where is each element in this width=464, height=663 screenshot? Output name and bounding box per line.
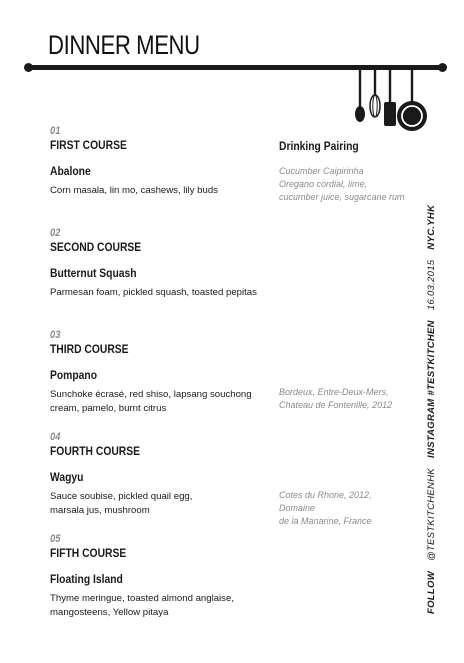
frying-pan-icon	[397, 68, 427, 131]
course-name: FOURTH COURSE	[50, 444, 141, 458]
page-title: DINNER MENU	[48, 30, 200, 60]
course-number: 02	[50, 227, 61, 239]
follow-label: FOLLOW	[426, 571, 437, 614]
course-name: THIRD COURSE	[50, 342, 129, 356]
dish-name: Butternut Squash	[50, 266, 137, 280]
course-number: 03	[50, 329, 61, 341]
instagram-hashtag: INSTAGRAM #TESTKITCHEN	[426, 320, 437, 458]
menu-date: 16.03.2015	[426, 259, 437, 311]
course-name: SECOND COURSE	[50, 240, 142, 254]
pairing-3	[279, 489, 409, 528]
pairing-drink: Cucumber Caipirinha	[279, 166, 364, 176]
dish-name: Floating Island	[50, 572, 123, 586]
course-name: FIFTH COURSE	[50, 546, 127, 560]
course-number: 05	[50, 533, 61, 545]
course-number: 01	[50, 125, 61, 137]
footer-social	[426, 205, 437, 614]
dish-name: Abalone	[50, 164, 91, 178]
course-5	[50, 533, 280, 620]
pairing-detail: Oregano cordial, lime, cucumber juice, sugarcane rum	[279, 179, 405, 202]
pairing-detail: de la Manarine, France	[279, 516, 372, 526]
dish-name: Pompano	[50, 368, 98, 382]
dish-description: Sauce soubise, pickled quail egg, marsala jus, mushroom	[50, 491, 193, 516]
social-handle: @TESTKITCHENHK	[426, 468, 437, 562]
dish-description: Thyme meringue, toasted almond anglaise, mangosteens, Yellow pitaya	[50, 593, 234, 618]
dish-description: Parmesan foam, pickled squash, toasted pepitas	[50, 287, 257, 298]
hanging-utensils	[350, 68, 440, 132]
cities: NYC.YHK	[426, 204, 437, 250]
pairing-2	[279, 386, 409, 412]
pairing-1	[279, 165, 409, 204]
pairing-heading: Drinking Pairing	[279, 139, 359, 153]
dish-name: Wagyu	[50, 470, 84, 484]
course-3	[50, 329, 280, 416]
dish-description: Sunchoke écrasé, red shiso, lapsang souchong cream, pamelo, burnt citrus	[50, 389, 252, 414]
ladle-icon	[355, 68, 365, 122]
course-name: FIRST COURSE	[50, 138, 127, 152]
dish-description: Corn masala, lin mo, cashews, lily buds	[50, 185, 218, 196]
spatula-icon	[384, 68, 396, 126]
course-1	[50, 125, 280, 198]
course-number: 04	[50, 431, 61, 443]
course-4	[50, 431, 280, 518]
pairing-drink: Bordeux, Entre-Deux-Mers,	[279, 387, 389, 397]
course-2	[50, 227, 280, 300]
pairing-drink: Cotes du Rhone, 2012, Domaine	[279, 490, 372, 513]
pairing-detail: Chateau de Fontenille, 2012	[279, 400, 393, 410]
whisk-icon	[370, 68, 380, 117]
